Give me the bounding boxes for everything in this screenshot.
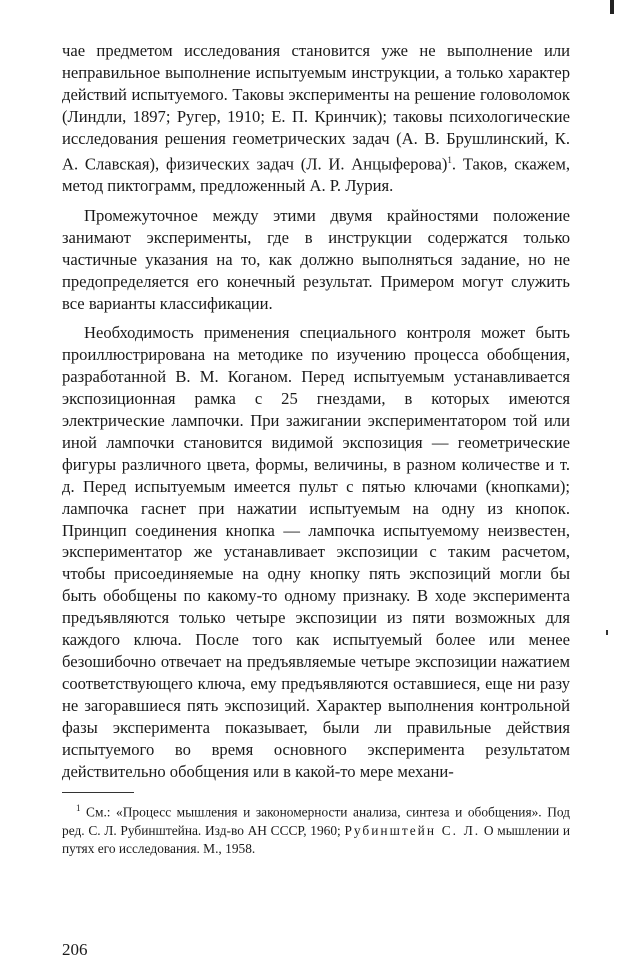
footnote-reference: 1 (447, 154, 452, 165)
edge-mark (610, 0, 614, 14)
page-body (62, 40, 570, 858)
footnote-divider (62, 792, 134, 793)
margin-dot (606, 630, 608, 635)
footnote-text-end: О мышлении и путях его исследования. М., 1958. (62, 822, 570, 856)
footnote-author: Рубинштейн С. Л. (344, 822, 481, 838)
paragraph-1-text: чае предметом исследования становится уже не выполнение или неправильное выполнение испытуемым инструкции, а только характер действий испытуемого. Таковы эксперименты на решение головоломок (Линдли, 1897; Ругер, 1910; Е. П. Кринчик); таковы психологические исследования решения геометрических задач (А. В. Брушлинский, К. А. Славская), физических задач (Л. И. Анцыферова) (62, 41, 570, 174)
footnote-text-start: См.: «Процесс мышления и закономерности анализа, синтеза и обобщения». Под ред. С. Л. Рубинштейна. Изд-во АН СССР, 1960; (62, 804, 570, 838)
paragraph-1-tail: . Таков, скажем, метод пиктограмм, предложенный А. Р. Лурия. (62, 154, 570, 195)
paragraph-2: Промежуточное между этими двумя крайностями положение занимают эксперименты, где в инструкции содержатся только частичные указания на то, как должно выполняться задание, но не предопределяется его конечный результат. Примером могут служить все варианты классификации. (62, 205, 570, 313)
paragraph-1 (62, 40, 570, 197)
footnote (62, 799, 570, 857)
paragraph-3: Необходимость применения специального контроля может быть проиллюстрирована на методике по изучению процесса обобщения, разработанной В. М. Коганом. Перед испытуемым устанавливается экспозиционная рамка с 25 гнездами, в которых имеются электрические лампочки. При зажигании экспериментатором той или иной лампочки становится видимой экспозиция — геометрические фигуры различного цвета, формы, величины, в разном количестве и т. д. Перед испытуемым имеется пульт с пятью ключами (кнопками); лампочка гаснет при нажатии испытуемым на одну из кнопок. Принцип соединения кнопка — лампочка испытуемому неизвестен, экспериментатор же устанавливает экспозиции с таким расчетом, чтобы присоединяемые на одну кнопку пять экспозиций могли бы быть обобщены по какому-то одному признаку. В ходе эксперимента предъявляются только четыре экспозиции из пяти возможных для каждого ключа. После того как испытуемый более или менее безошибочно отвечает на предъявляемые четыре экспозиции нажатием соответствующего ключа, ему предъявляются оставшиеся, еще ни разу не загоравшиеся пять экспозиций. Характер выполнения контрольной фазы эксперимента показывает, были ли правильные действия испытуемого во время основного эксперимента результатом действительно обобщения или в какой-то мере механи- (62, 323, 570, 781)
footnote-marker: 1 (76, 803, 81, 814)
page-number: 206 (62, 940, 88, 959)
